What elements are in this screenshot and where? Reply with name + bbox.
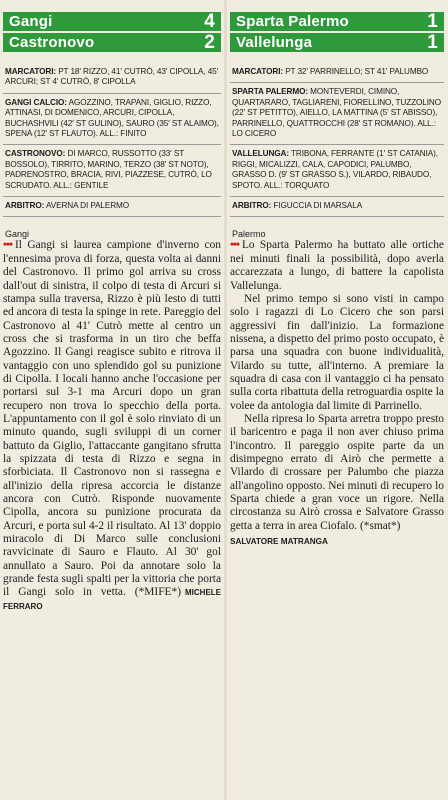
away-team-score: 2 bbox=[204, 32, 215, 53]
match-report-sparta-vallelunga bbox=[230, 4, 444, 548]
home-team-bar bbox=[3, 12, 221, 31]
home-lineup: SPARTA PALERMO: MONTEVERDI, CIMINO, QUARTARARO, TAGLIARENI, FIORELLINO, TUZZOLINO (22' ST PETITTO), AIELLO, LA MATTINA (5' ST ABISSO), PARRINELLO, QUATTROCCHI (28' ST ROMANO). ALL.: LO CICERO bbox=[230, 83, 444, 145]
scorers: MARCATORI: PT 32' PARRINELLO; ST 41' PALUMBO bbox=[230, 63, 444, 83]
article-body bbox=[230, 239, 444, 548]
bullet-dots-icon: ••• bbox=[3, 239, 12, 252]
dateline: Palermo bbox=[232, 229, 266, 240]
away-team-name: Castronovo bbox=[9, 34, 95, 51]
scorers: MARCATORI: PT 18' RIZZO, 41' CUTRÒ, 43' CIPOLLA, 45' ARCURI; ST 4' CUTRÒ, 8' CIPOLLA bbox=[3, 63, 221, 94]
bullet-dots-icon: ••• bbox=[230, 239, 239, 252]
home-team-bar bbox=[230, 12, 444, 31]
referee: ARBITRO: AVERNA DI PALERMO bbox=[3, 197, 221, 217]
byline: MICHELE FERRARO bbox=[3, 588, 221, 611]
away-team-name: Vallelunga bbox=[236, 34, 313, 51]
away-lineup: CASTRONOVO: DI MARCO, RUSSOTTO (33' ST BOSSOLO), TIRRITO, MARINO, TERZO (38' ST NOTO), PADRENOSTRO, BRACIA, RIVI, PIAZZESE, CUTRÒ, LO SCRUDATO. ALL.: GENTILE bbox=[3, 145, 221, 197]
referee: ARBITRO: FIGUCCIA DI MARSALA bbox=[230, 197, 444, 217]
home-team-name: Sparta Palermo bbox=[236, 13, 349, 30]
article-paragraph: ••• Il Gangi si laurea campione d'inverno con l'ennesima prova di forza, questa volta ai danni del Castronovo. Il primo gol arriva su cross dall'out di sinistra, il colpo di testa di Arcuri si stampa sulla traversa, Rizzo è più lesto di tutti ed ancora di testa la spinge in rete. Pareggio del Castronovo al 41' Cutrò mette al centro un cross che si trasforma in un tiro che beffa Agozzino. Il Gangi reagisce subito e ritrova il vantaggio con uno splendido gol su punizione di Cipolla. I locali hanno anche l'occasione per portarsi sul 3-1 ma Arcuri dopo un gran recupero non trova lo specchio della porta. L'appuntamento con il gol è solo rinviato di un minuto quando, sugli sviluppi di un corner battuto da Giglio, l'attaccante gangitano sfrutta la spizzata di testa di Rizzo e segna in sforbiciata. Il Castronovo non si rassegna e all'inizio della ripresa accorcia le distanze ancora con Cutrò. Risponde nuovamente Cipolla, ancora su punizione procurata da Arcuri, e porta sul 4-2 il risultato. Al 13' doppio miracolo di Di Marco sulle conclusioni ravvicinate di Sauro e Flauto. Al 30' gol annullato a Sauro. Poi da annotare solo la grande festa sugli spalti per la vittoria che porta il Gangi solo in vetta. (*MIFE*) MICHELE FERRARO bbox=[3, 239, 221, 611]
article-paragraph: Nella ripresa lo Sparta arretra troppo presto il baricentro e paga il non aver chiuso prima l'incontro. Il pareggio ospite parte da un disimpegno errato di Airò che permette a Vilardo di crossare per Palumbo che piazza all'angolino opposto. Nei minuti di recupero lo Sparta chiede a gran voce un rigore. Nella circostanza su Airò crossa e Salvatore Grasso getta a terra in area Ciofalo. (*smat*) bbox=[230, 412, 444, 532]
article-body bbox=[3, 239, 221, 613]
home-team-score: 4 bbox=[204, 11, 215, 32]
article-paragraph: Nel primo tempo si sono visti in campo solo i ragazzi di Lo Cicero che son parsi aggressivi fin dall'inizio. La formazione nissena, a dispetto del primo posto occupato, è parsa una squadra con buone individualità, Vilardo su tutte, all'interno. A premiare la squadra di casa con il vantaggio ci ha pensato sulla corta ribattuta della retroguardia ospite la volee da antologia dal limite di Parrinello. bbox=[230, 292, 444, 412]
match-report-gangi-castronovo bbox=[3, 4, 221, 613]
home-lineup: GANGI CALCIO: AGOZZINO, TRAPANI, GIGLIO, RIZZO, ATTINASI, DI DOMENICO, ARCURI, CIPOLLA, BUCHASHVILI (42' ST GULINO), SAURO (35' ST ALAIMO), SPENA (12' ST FLAUTO). ALL.: FINITO bbox=[3, 94, 221, 146]
byline: SALVATORE MATRANGA bbox=[230, 537, 328, 547]
column-gutter bbox=[224, 0, 227, 800]
away-lineup: VALLELUNGA: TRIBONA, FERRANTE (1' ST CATANIA), RIGGI, MICALIZZI, CALA, CAPODICI, PALUMBO, GRASSO D. (9' ST GRASSO S.), VILARDO, RIBAUDO, SPOTO. ALL.: TORQUATO bbox=[230, 145, 444, 197]
away-team-bar bbox=[3, 33, 221, 52]
away-team-bar bbox=[230, 33, 444, 52]
article-paragraph: ••• Lo Sparta Palermo ha buttato alle ortiche nei minuti finali la possibilità, dopo averla accarezzata a lungo, di battere la capolista Vallelunga. bbox=[230, 239, 444, 292]
away-team-score: 1 bbox=[427, 32, 438, 53]
home-team-name: Gangi bbox=[9, 13, 53, 30]
home-team-score: 1 bbox=[427, 11, 438, 32]
dateline: Gangi bbox=[5, 229, 30, 240]
